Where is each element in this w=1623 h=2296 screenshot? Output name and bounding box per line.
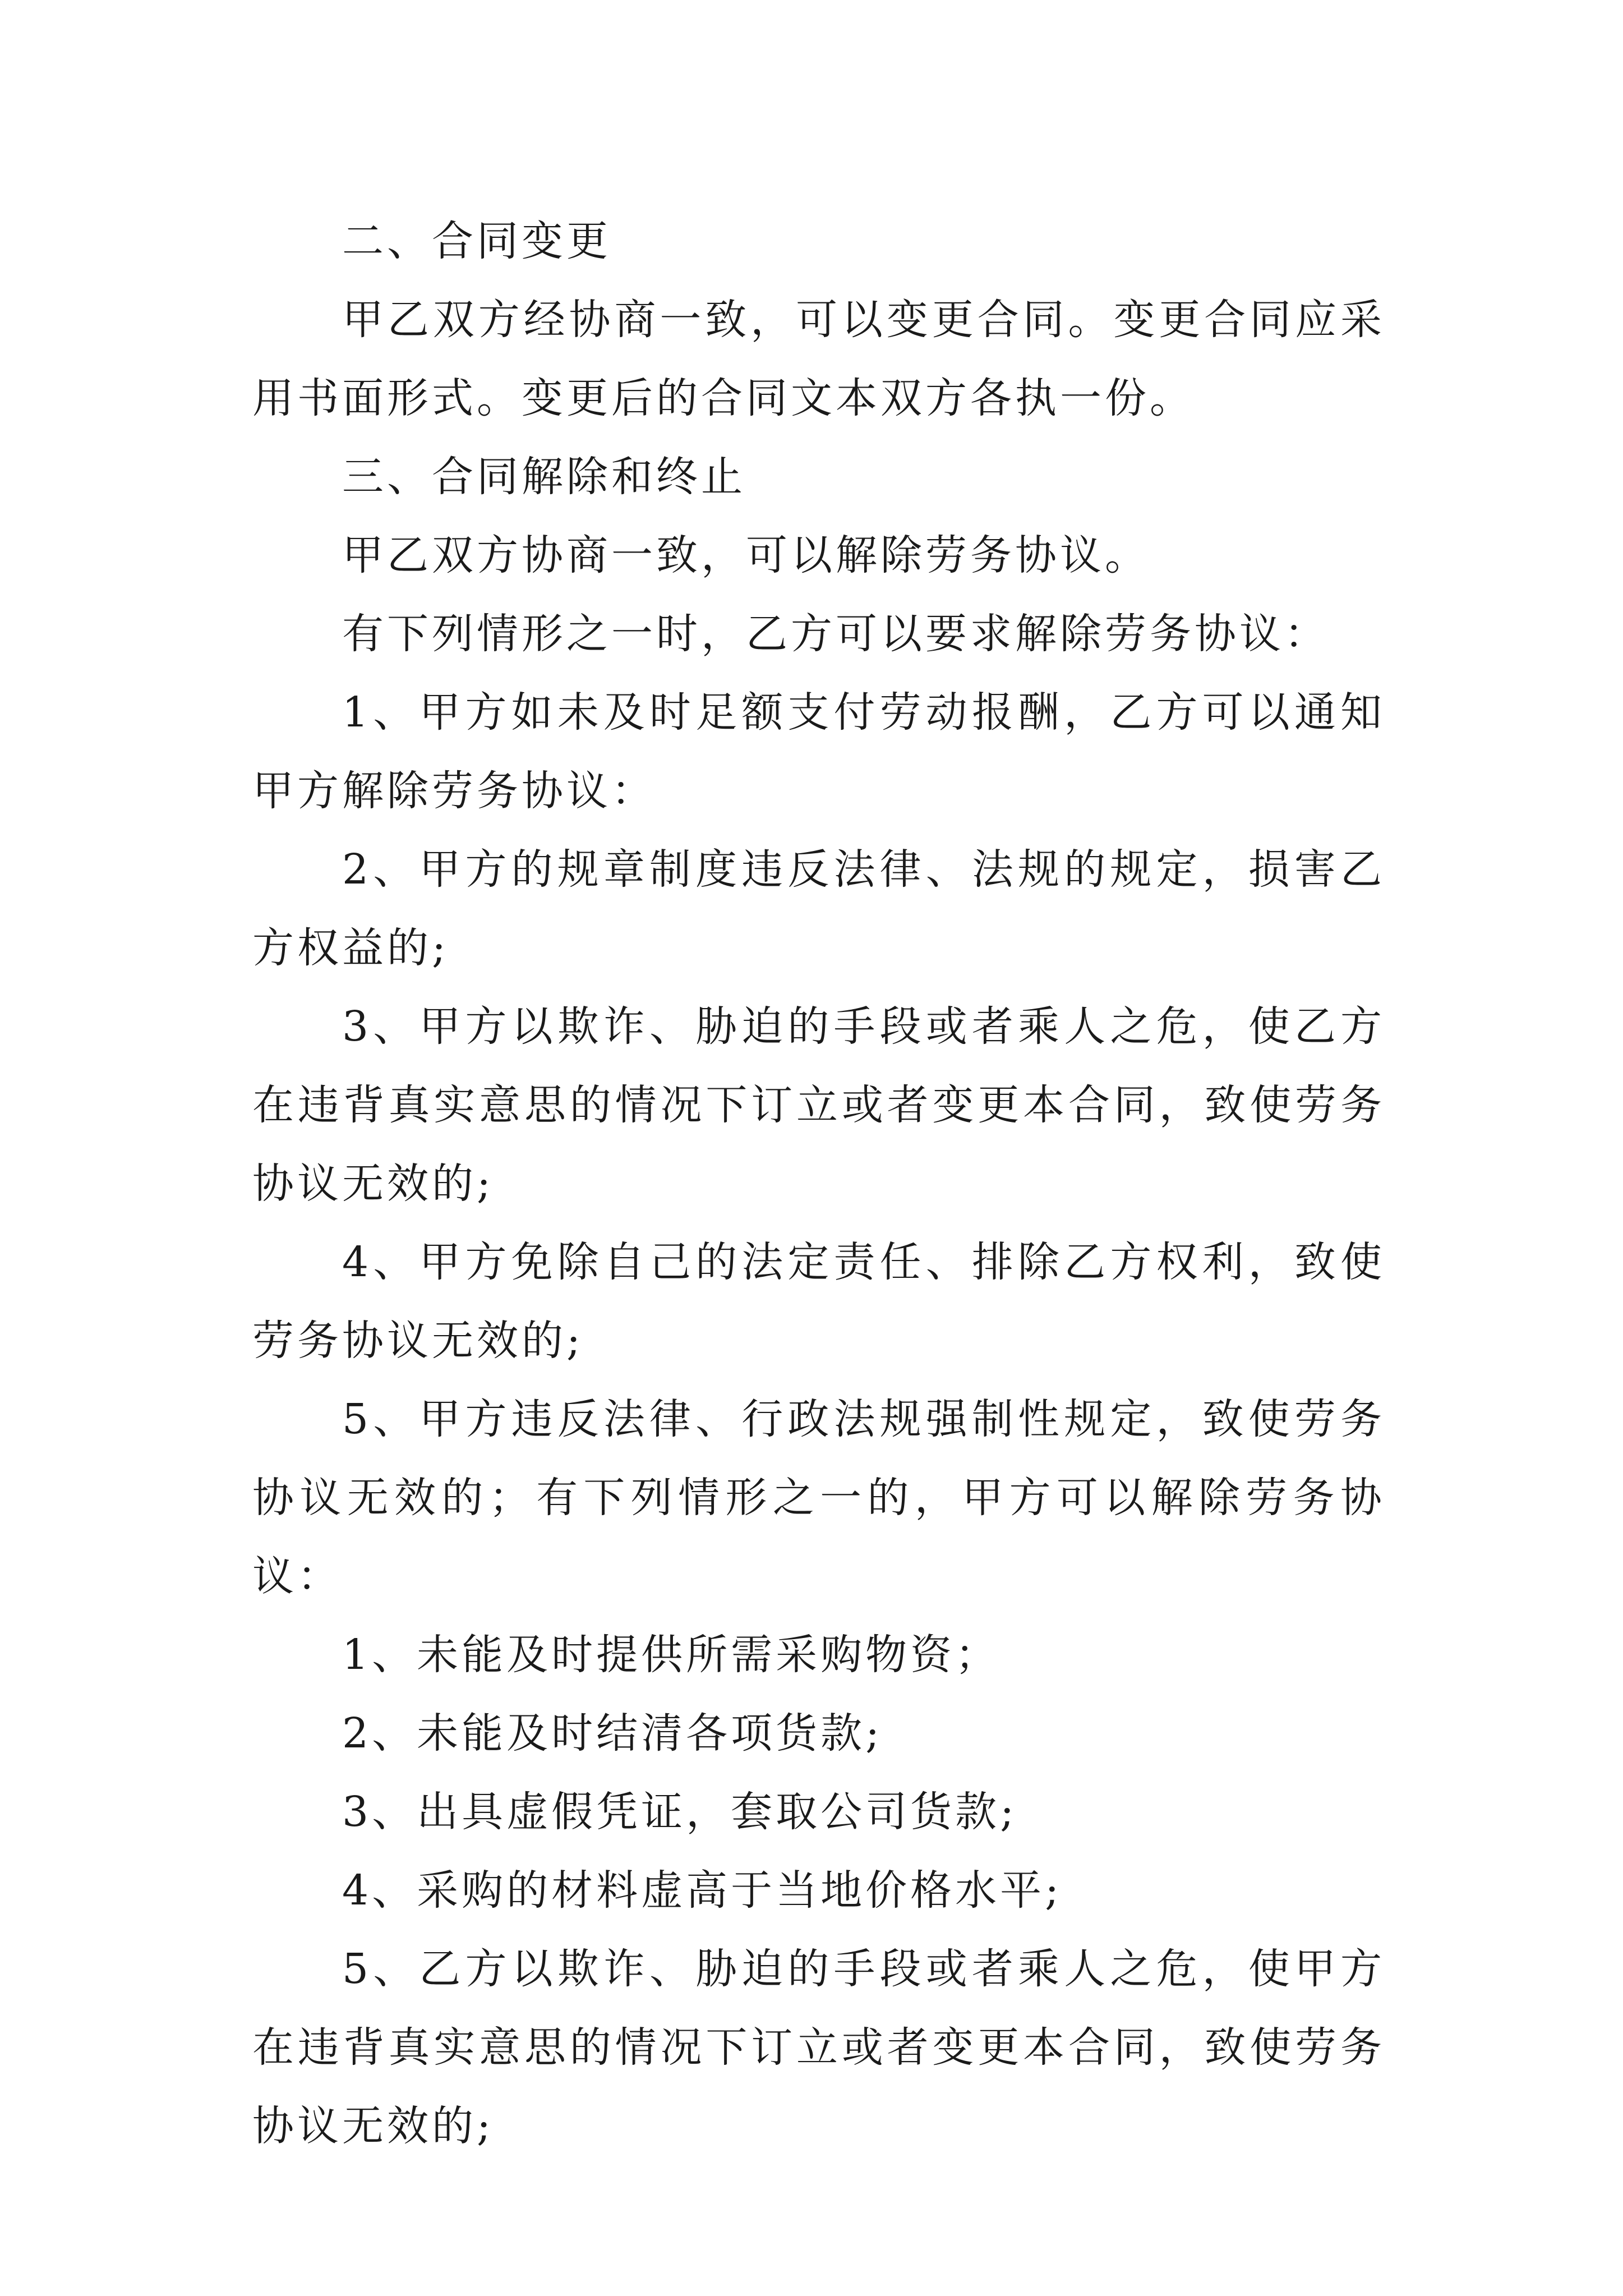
paragraph-mutual-termination: 甲乙双方协商一致，可以解除劳务协议。: [342, 531, 1150, 579]
list-item-party-b-3: 3、甲方以欺诈、胁迫的手段或者乘人之危，使乙方在违背真实意思的情况下订立或者变更本合同，致使劳务协议无效的;: [252, 1002, 1385, 1208]
list-item-party-a-1: 1、未能及时提供所需采购物资；: [342, 1631, 1000, 1679]
list-item-party-b-1: 1、甲方如未及时足额支付劳动报酬，乙方可以通知甲方解除劳务协议：: [252, 688, 1385, 815]
list-item-party-a-4: 4、采购的材料虚高于当地价格水平;: [342, 1866, 1063, 1915]
list-item-party-b-4: 4、甲方免除自己的法定责任、排除乙方权利，致使劳务协议无效的;: [252, 1238, 1385, 1365]
document-body: [252, 202, 1385, 2165]
list-item-party-a-2: 2、未能及时结清各项货款;: [342, 1709, 883, 1757]
list-item-party-a-5: 5、乙方以欺诈、胁迫的手段或者乘人之危，使甲方在违背真实意思的情况下订立或者变更本合同，致使劳务协议无效的;: [252, 1945, 1385, 2150]
paragraph-contract-change: 甲乙双方经协商一致，可以变更合同。变更合同应采用书面形式。变更后的合同文本双方各执一份。: [252, 296, 1385, 422]
section-heading-contract-change: 二、合同变更: [342, 217, 611, 265]
section-heading-termination: 三、合同解除和终止: [342, 453, 746, 501]
list-item-party-b-2: 2、甲方的规章制度违反法律、法规的规定，损害乙方权益的;: [252, 845, 1385, 972]
list-item-party-a-3: 3、出具虚假凭证，套取公司货款;: [342, 1788, 1018, 1836]
list-item-party-b-5: 5、甲方违反法律、行政法规强制性规定，致使劳务协议无效的；有下列情形之一的，甲方可以解除劳务协议：: [252, 1395, 1385, 1600]
paragraph-party-b-conditions-intro: 有下列情形之一时，乙方可以要求解除劳务协议：: [342, 610, 1329, 658]
